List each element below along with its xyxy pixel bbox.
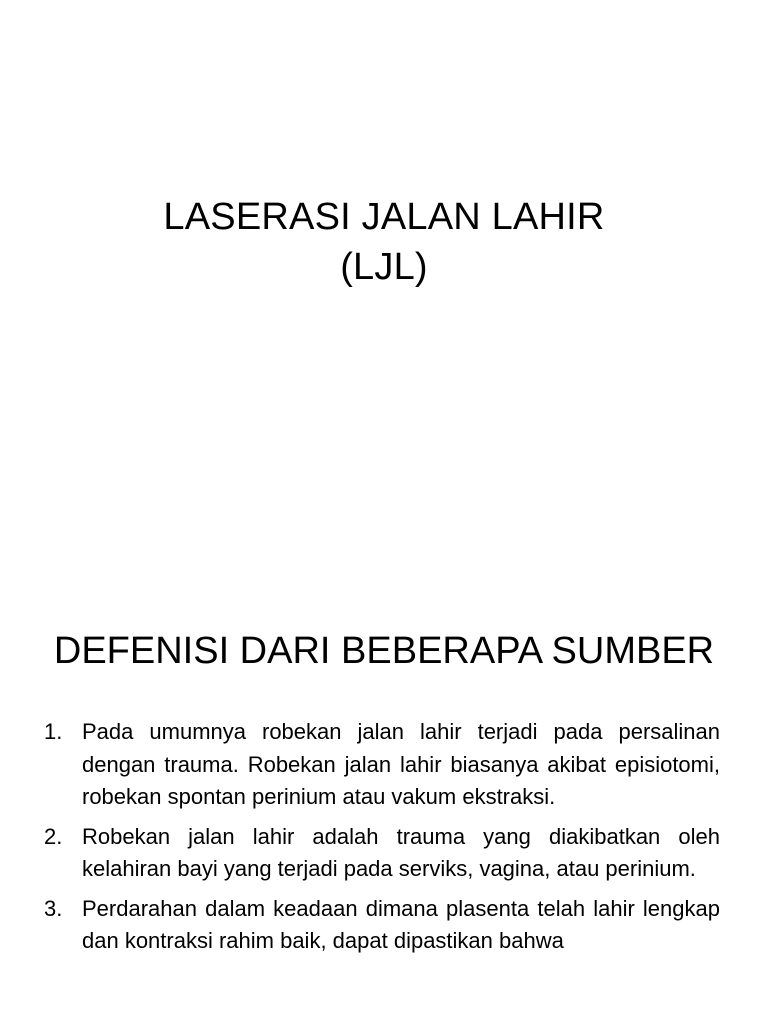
title-line-2: (LJL) — [340, 246, 428, 288]
definition-heading: DEFENISI DARI BEBERAPA SUMBER — [53, 630, 715, 672]
title-line-1: LASERASI JALAN LAHIR — [163, 196, 605, 238]
item-text: Perdarahan dalam keadaan dimana plasenta telah lahir lengkap dan kontraksi rahim baik, dapat dipastikan bahwa — [82, 895, 720, 953]
item-text: Pada umumnya robekan jalan lahir terjadi pada persalinan dengan trauma. Robekan jalan lahir biasanya akibat episiotomi, robekan spontan perinium atau vakum ekstraksi. — [82, 719, 720, 809]
item-text: Robekan jalan lahir adalah trauma yang diakibatkan oleh kelahiran bayi yang terjadi pada serviks, vagina, atau perinium. — [82, 823, 720, 881]
slide-title — [0, 192, 768, 292]
definition-list — [44, 716, 720, 965]
item-number: 2. — [44, 823, 63, 849]
list-item — [44, 893, 720, 958]
item-number: 3. — [44, 895, 63, 921]
list-item — [44, 716, 720, 814]
definition-slide — [0, 576, 768, 1024]
item-number: 1. — [44, 719, 63, 744]
list-item — [44, 821, 720, 886]
